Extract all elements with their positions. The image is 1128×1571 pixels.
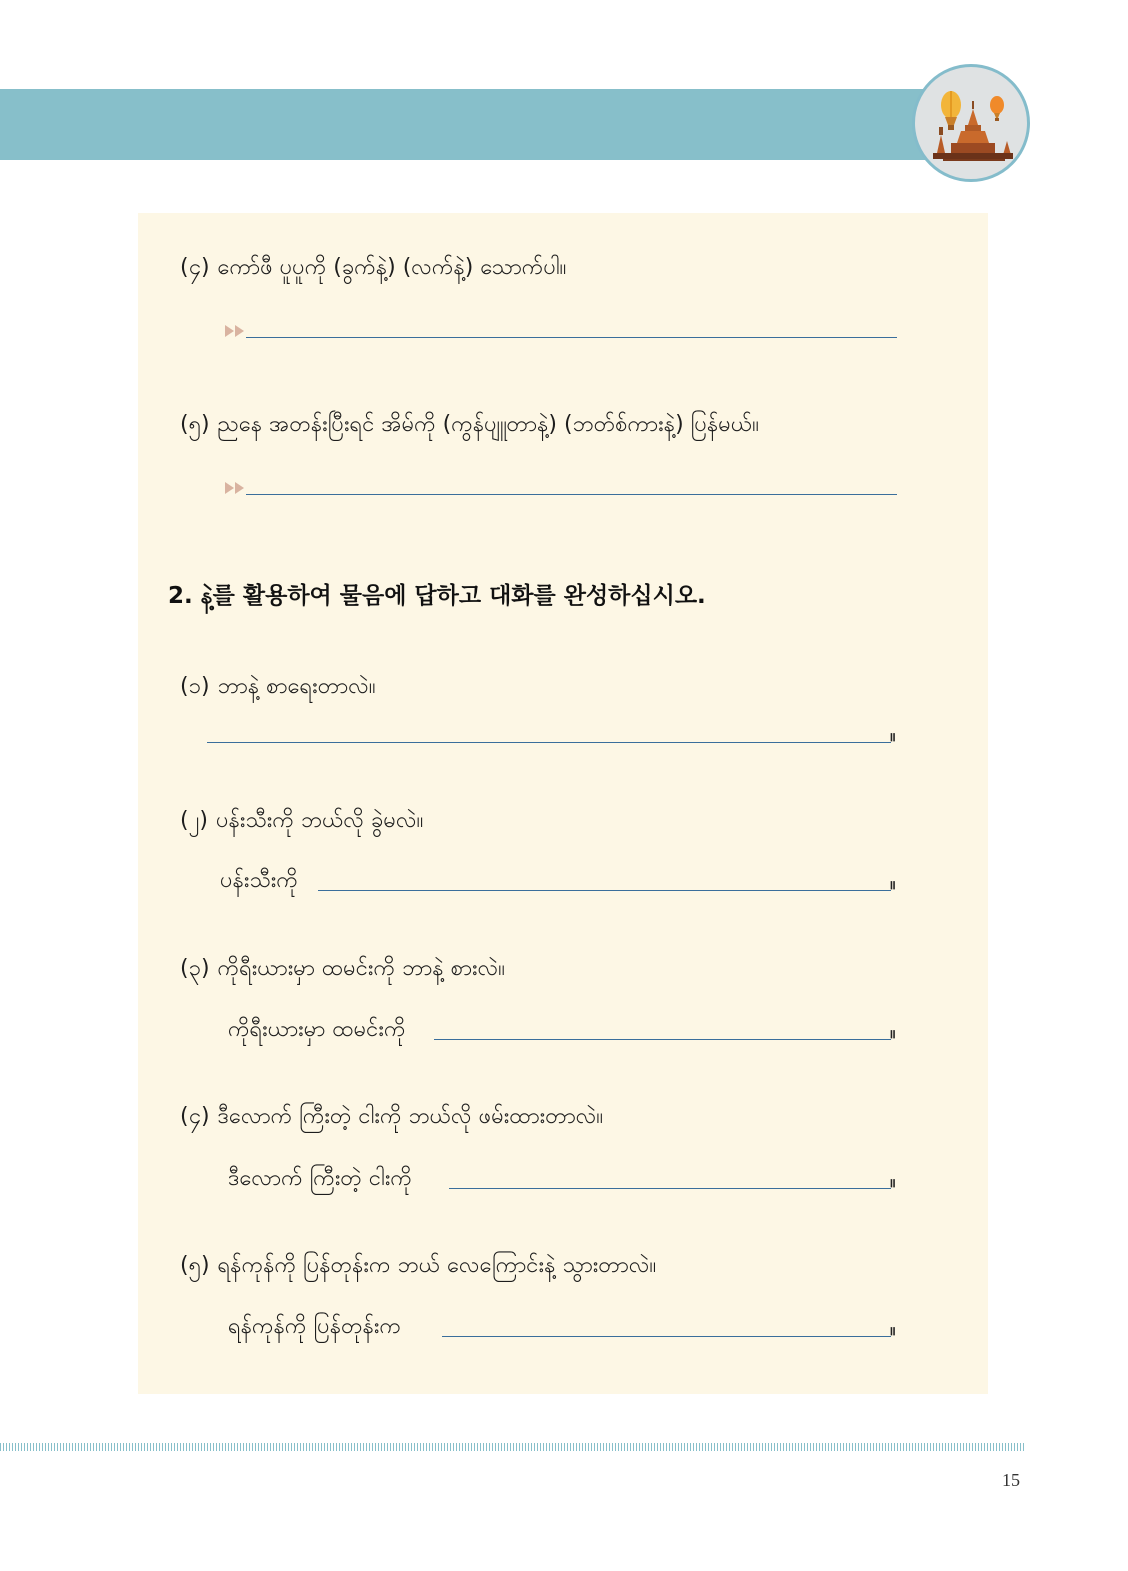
answer-prefix: ဒီလောက် ကြီးတဲ့ ငါးကို <box>228 1166 412 1191</box>
exercise2-item-3 <box>180 954 505 984</box>
item-number: (၃) <box>180 956 210 981</box>
double-arrow-icon <box>225 481 247 495</box>
answer-prefix: ကိုရီးယားမှာ ထမင်းကို <box>228 1017 406 1042</box>
exercise2-item-4 <box>180 1102 603 1132</box>
double-arrow-icon <box>225 324 247 338</box>
page-number: 15 <box>1002 1470 1020 1490</box>
sentence-end-mark: ။ <box>890 1022 896 1043</box>
item-number: (၅) <box>180 412 210 437</box>
answer-prefix: ပန်းသီးကို <box>220 868 298 893</box>
exercise1-item-4 <box>180 253 566 283</box>
item-question: ရန်ကုန်ကို ပြန်တုန်းက ဘယ် လေကြောင်းနဲ့ သွားတာလဲ။ <box>217 1253 657 1278</box>
item-question: ဒီလောက် ကြီးတဲ့ ငါးကို ဘယ်လို ဖမ်းထားတာလဲ။ <box>217 1104 604 1129</box>
sentence-end-mark: ။ <box>890 1171 896 1192</box>
exercise2-item-2 <box>180 806 423 836</box>
item-number: (၁) <box>180 674 210 699</box>
sentence-end-mark: ။ <box>890 725 896 746</box>
answer-line[interactable] <box>246 337 897 338</box>
exercise-panel <box>138 213 988 1394</box>
header-band <box>0 89 940 160</box>
answer-prefix: ရန်ကုန်ကို ပြန်တုန်းက <box>228 1314 402 1339</box>
item-number: (၅) <box>180 1253 210 1278</box>
exercise2-item-5 <box>180 1251 656 1281</box>
item-question: ပန်းသီးကို ဘယ်လို ခွဲမလဲ။ <box>215 808 424 833</box>
sentence-end-mark: ။ <box>890 1319 896 1340</box>
footer-dotted-rule <box>0 1443 1026 1451</box>
exercise2-item-1 <box>180 672 376 702</box>
answer-line[interactable] <box>246 494 897 495</box>
item-number: (၄) <box>180 255 210 280</box>
item-number: (၄) <box>180 1104 210 1129</box>
item-question: ညနေ အတန်းပြီးရင် အိမ်ကို (ကွန်ပျူတာနဲ့) (ဘတ်စ်ကားနဲ့) ပြန်မယ်။ <box>217 412 759 437</box>
answer-line[interactable] <box>207 742 891 743</box>
item-question: ကိုရီးယားမှာ ထမင်းကို ဘာနဲ့ စားလဲ။ <box>217 956 505 981</box>
answer-line[interactable] <box>318 890 891 891</box>
item-number: (၂) <box>180 808 208 833</box>
pagoda-balloons-icon <box>912 64 1030 182</box>
sentence-end-mark: ။ <box>890 873 896 894</box>
exercise1-item-5 <box>180 410 759 440</box>
item-question: ဘာနဲ့ စာရေးတာလဲ။ <box>217 674 376 699</box>
answer-line[interactable] <box>442 1336 891 1337</box>
section-heading: 2. နဲ့를 활용하여 물음에 답하고 대화를 완성하십시오. <box>168 583 706 609</box>
answer-line[interactable] <box>449 1188 891 1189</box>
item-question: ကော်ဖီ ပူပူကို (ခွက်နဲ့) (လက်နဲ့) သောက်ပါ။ <box>217 255 567 280</box>
answer-line[interactable] <box>434 1039 891 1040</box>
